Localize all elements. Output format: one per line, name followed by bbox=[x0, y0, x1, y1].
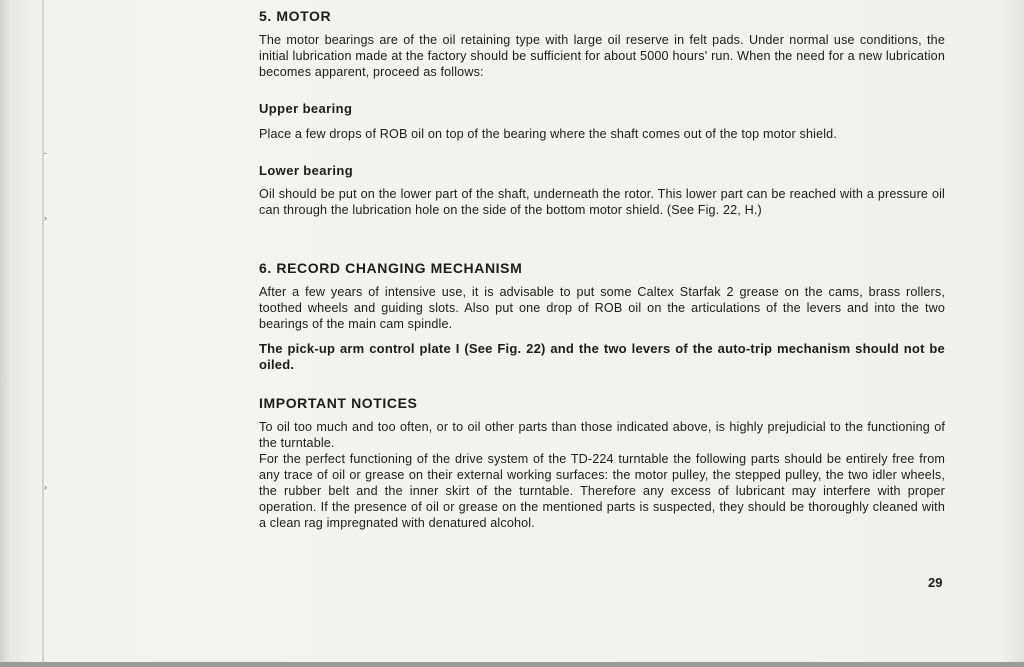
record-changing-warning: The pick-up arm control plate I (See Fig. 22) and the two levers of the auto-trip mechanism should not be oiled. bbox=[259, 341, 945, 372]
lower-bearing-paragraph: Oil should be put on the lower part of the shaft, underneath the rotor. This lower part can be reached with a pressure oil can through the lubrication hole on the side of the bottom motor shield. (See Fig. 22, H.) bbox=[259, 187, 945, 217]
section-heading-record-changing: 6. RECORD CHANGING MECHANISM bbox=[259, 260, 523, 276]
notice-paragraph-2: For the perfect functioning of the drive system of the TD-224 turntable the following parts should be entirely free from any trace of oil or grease on their external working surfaces: the motor pulley, the stepped pulley, the two idler wheels, the rubber belt and the inner skirt of the turntable. Therefore any excess of lubricant may interfere with proper operation. If the presence of oil or grease on the mentioned parts is suspected, they should be thoroughly cleaned with a clean rag impregnated with denatured alcohol. bbox=[259, 452, 945, 530]
upper-bearing-paragraph: Place a few drops of ROB oil on top of the bearing where the shaft comes out of the top motor shield. bbox=[259, 127, 837, 141]
subheading-upper-bearing: Upper bearing bbox=[259, 101, 353, 116]
margin-mark: › bbox=[44, 213, 47, 223]
margin-mark: › bbox=[44, 482, 47, 492]
motor-paragraph: The motor bearings are of the oil retaining type with large oil reserve in felt pads. Under normal use conditions, the initial lubrication made at the factory should be sufficient for about 5000 hours' run. When the need for a new lubrication becomes apparent, proceed as follows: bbox=[259, 33, 945, 79]
page-number: 29 bbox=[928, 575, 943, 590]
margin-mark: ‑ bbox=[44, 148, 47, 158]
section-heading-important-notices: IMPORTANT NOTICES bbox=[259, 395, 418, 411]
record-changing-paragraph: After a few years of intensive use, it is advisable to put some Caltex Starfak 2 grease on the cams, brass rollers, toothed wheels and guiding slots. Also put one drop of ROB oil on the articulations of the levers and into the two bearings of the main cam spindle. bbox=[259, 285, 945, 331]
section-heading-motor: 5. MOTOR bbox=[259, 8, 332, 24]
page-fold bbox=[42, 0, 44, 662]
notice-paragraph-1: To oil too much and too often, or to oil other parts than those indicated above, is highly prejudicial to the functioning of the turntable. bbox=[259, 420, 945, 450]
page-bottom-edge bbox=[0, 662, 1024, 667]
subheading-lower-bearing: Lower bearing bbox=[259, 163, 354, 178]
